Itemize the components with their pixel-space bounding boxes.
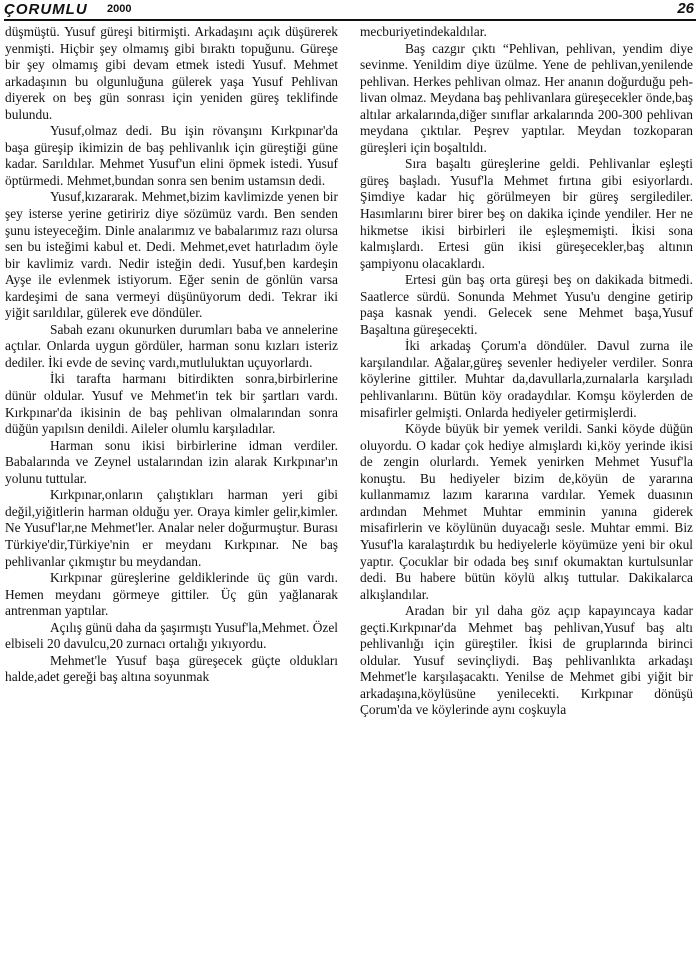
paragraph: Mehmet'le Yusuf başa güreşecek güçte oldukları halde,adet gereği baş altına soyunmak [5,652,338,685]
issue-year: 2000 [107,3,132,15]
page-header [0,0,700,22]
paragraph: Yusuf,kızararak. Mehmet,bizim kavlimizde yenen bir şey isterse yerine getiririz diye sözümüz vardı. Ben senden şunu isteyeceğim. Dinle analarımız ve babalarımız razı olursa sen bu isteğimi kabul et. Dedi. Mehmet,evet hatırladım öyle bir kavlimiz vardı. Nedir isteğin dedi. Yusuf,ben kardeşin Ayşe ile evlenmek istiyorum. Eğer senin de gönlün varsa kardeşimi de sana vermeyi düşünüyorum dedi. Tekrar iki yiğit sarıldılar, gülerek eve döndüler. [5,189,338,321]
paragraph: mecburiyetindekaldılar. [360,24,487,39]
paragraph: Harman sonu ikisi birbirlerine idman verdiler. Babalarında ve Zeynel ustalarından izin alarak Kırkpınar'ın yolunu tuttular. [5,437,338,486]
header-divider [4,19,696,21]
paragraph: Aradan bir yıl daha göz açıp kapayıncaya kadar geçti.Kırkpınar'da Mehmet baş pehlivan,Yusuf baş altı pehlivanlığı için güreştiler. İkisi de gruplarında birinci oldular. Yusuf sevinçliydi. Baş pehlivanlıkta arkadaşı Mehmet'le karşılaşacaktı. Yenilse de Mehmet gibi yiğit bir arkadaşına,köylüsüne yenilecekti. Kırkpınar dönüşü Çorum'da ve köylerinde aynı coşkuyla [360,603,693,718]
paragraph: Köyde büyük bir yemek verildi. Sanki köyde düğün oluyordu. O kadar çok hediye almışlardı ki,köy yerinde ikisi de zengin olurlardı. Yemek yenirken Mehmet Yusuf'la konuştu. Bu hediyeler bizim de,köyün de yararına kullanmamız lazım kararına vardılar. Yemek duasının ardından Mehmet Muhtar emminin yanına giderek misafirlerin ve köylünün duyacağı sesle. Muhtar emmi. Biz Yusuf'la karalaştırdık bu hediyelerle köyümüze yeni bir okul yaptır. Çocuklar bir odada beş sınıf okumaktan kurtulsunlar dedi. Bu habere bütün köylü alkış tuttular. Dakikalarca alkışlandılar. [360,421,693,602]
paragraph: İki tarafta harmanı bitirdikten sonra,birbirlerine dünür oldular. Yusuf ve Mehmet'in tek bir şartları vardı. Kırkpınar'da ikisinin de baş pehlivan olmalarından sonra düğün yapılsın denildi. Aileler olumlu karşıladılar. [5,371,338,437]
paragraph: Sıra başaltı güreşlerine geldi. Pehlivanlar eşleşti güreş başladı. Yusuf'la Mehmet fırtına gibi esiyorlardı. Şimdiye kadar hiç görülmeyen bir güreş sergilediler. Hasımlarını birer birer beş on dakika içinde yendiler. Her ne hikmetse ikisi birbirleri ile eşleşmemişti. İkisi sona kalmışlardı. Ertesi gün ikisi güreşecekler,baş altının şampiyonu olacaklardı. [360,156,693,271]
right-text-column [360,24,693,952]
paragraph: Kırkpınar güreşlerine geldiklerinde üç gün vardı. Hemen meydanı görmeye gittiler. Üç gün yağlanarak antrenman yaptılar. [5,570,338,619]
paragraph: Ertesi gün baş orta güreşi beş on dakikada bitmedi. Saatlerce sürdü. Sonunda Mehmet Yusu'u dengine getirip paşa kasnak yendi. Gelecek sene Mehmet başa,Yusuf Başaltına güreşecekti. [360,272,693,337]
paragraph: düşmüştü. Yusuf güreşi bitirmişti. Arkadaşını açık düşürerek yenmişti. Hiçbir şey olmamış gibi bıraktı topuğunu. Güreşe bir şey olmamış gibi devam etmek istedi Yusuf. Mehmet arkadaşının bu olgunluğuna gülerek yaşa Yusuf Pehlivan diyerek on beş gün sonrası için yeniden güreş teklifinde bulundu. [5,24,338,122]
paragraph: Sabah ezanı okunurken durumları baba ve annelerine açtılar. Onlarda uygun gördüler, harman sonu kızları isteriz dediler. İki evde de sevinç vardı,mutluluktan uçuyorlardı. [5,321,338,370]
paragraph: İki arkadaş Çorum'a döndüler. Davul zurna ile karşılandılar. Ağalar,güreş sevenler hediyeler verdiler. Sonra köylerine gittiler. Muhtar da,davullarla,zurnalarla karşıladı pehlivanlarını. Bütün köy oradaydılar. Komşu köylerden de misafirler gelmişti. Onlarda hediyeler getirmişlerdi. [360,338,693,420]
paragraph: Kırkpınar,onların çalıştıkları harman yeri gibi değil,yiğitlerin harman olduğu yer. Oraya kimler gelir,kimler. Ne Yusuf'lar,ne Mehmet'ler. Analar neler doğurmuştur. Burası Türkiye'dir,Türkiye'nin er meydanı Kırkpınar. Ne baş pehlivanlar çıkmıştır bu meydandan. [5,487,338,569]
paragraph: Yusuf,olmaz dedi. Bu işin rövanşını Kırkpınar'da başa güreşip ikimizin de baş pehlivanlık için güreştiği güne kadar. Sarıldılar. Mehmet Yusuf'un elini öpmek istedi. Yusuf öptürmedi. Mehmet,bundan sonra sen benim ustamsın dedi. [5,123,338,188]
paragraph: Açılış günü daha da şaşırmıştı Yusuf'la,Mehmet. Özel elbiseli 20 davulcu,20 zurnacı ortalığı yıkıyordu. [5,619,338,652]
left-text-column [5,24,338,952]
magazine-logo: ÇORUMLU [4,1,88,18]
page-number: 26 [677,0,694,17]
paragraph: Baş cazgır çıktı “Pehlivan, pehlivan, yendim diye sevinme. Yenildim diye üzülme. Yene de pehlivan,yenilende pehlivan. Herkes pehlivan olmaz. Her ananın doğurduğu peh-livan olmaz. Meydana baş pehlivanlara güreşecekler önde,baş altılar arkalarında,diğer sınıflar arkalarında 200-300 pehlivan meydana çıktılar. Peşrev yaptılar. Meydan tozkoparan güreşleri için boşaltıldı. [360,40,693,155]
